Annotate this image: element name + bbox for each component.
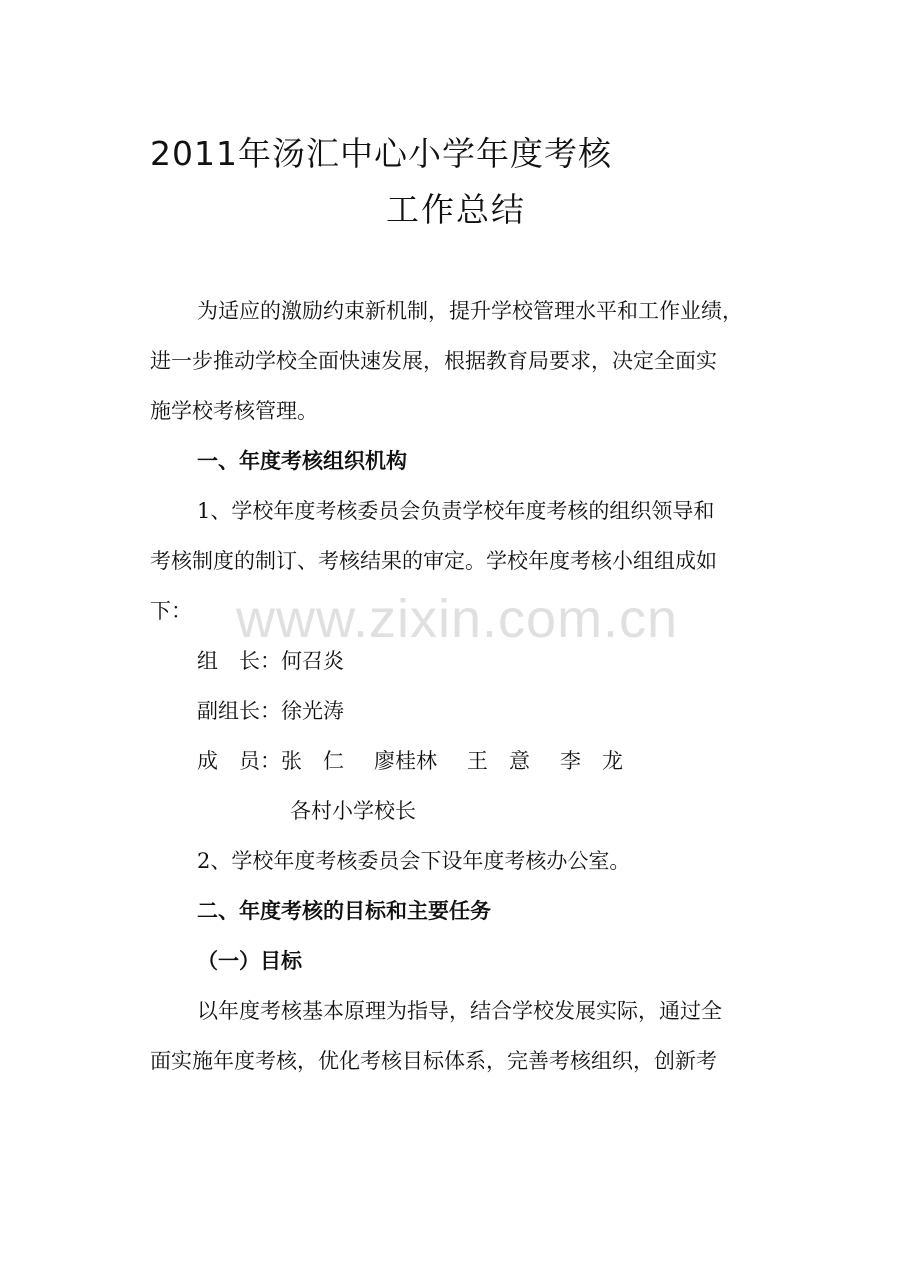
leader-name: 何召炎 [281,649,344,673]
member-name: 王 意 [467,749,530,773]
section1-item2: 2、学校年度考核委员会下设年度考核办公室。 [197,849,631,873]
intro-line-2: 进一步推动学校全面快速发展，根据教育局要求，决定全面实 [150,349,717,373]
section1-heading: 一、年度考核组织机构 [197,449,407,473]
leader-row [197,646,344,676]
deputy-label: 副组长： [197,699,281,723]
section2-para-line2: 面实施年度考核，优化考核目标体系，完善考核组织，创新考 [150,1049,717,1073]
section2-heading: 二、年度考核的目标和主要任务 [197,899,491,923]
intro-line-3: 施学校考核管理。 [150,399,318,423]
members-label: 成 员： [197,749,281,773]
section2-para-line1: 以年度考核基本原理为指导，结合学校发展实际，通过全 [197,999,722,1023]
deputy-name: 徐光涛 [281,699,344,723]
leader-label: 组 长： [197,649,281,673]
members-extra: 各村小学校长 [290,799,416,823]
section2-subheading: （一）目标 [197,949,302,973]
section1-item1-line3: 下： [150,599,192,623]
member-name: 廖桂林 [374,749,437,773]
document-title-line1: 2011年汤汇中心小学年度考核 [150,134,612,173]
member-name: 李 龙 [560,749,623,773]
deputy-row [197,696,344,726]
intro-line-1: 为适应的激励约束新机制，提升学校管理水平和工作业绩， [197,299,743,323]
section1-item1-line1: 1、学校年度考核委员会负责学校年度考核的组织领导和 [197,499,715,523]
document-title-line2: 工作总结 [386,190,526,229]
member-name: 张 仁 [281,749,344,773]
watermark: www.zixin.com.cn [236,589,679,649]
section1-item1-line2: 考核制度的制订、考核结果的审定。学校年度考核小组组成如 [150,549,717,573]
members-row [197,746,623,776]
